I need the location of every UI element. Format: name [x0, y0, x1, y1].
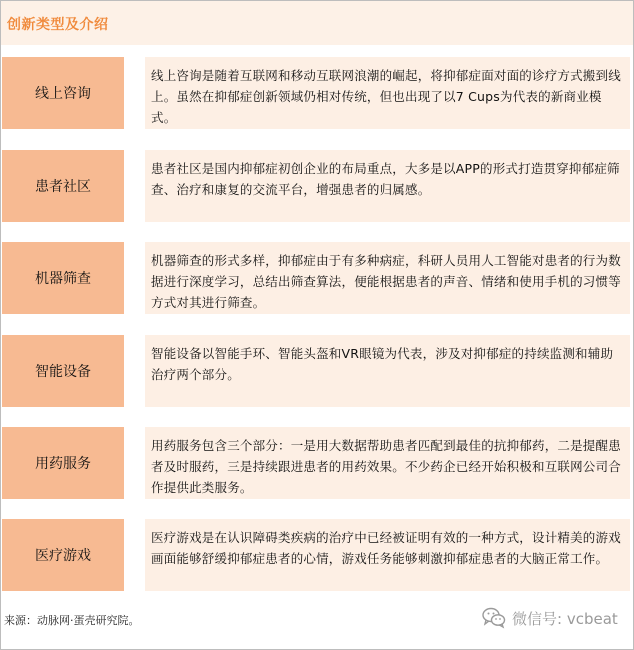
- table-row: [0, 335, 634, 407]
- category-description: 智能设备以智能手环、智能头盔和VR眼镜为代表，涉及对抑郁症的持续监测和辅助治疗两个部分。: [145, 335, 630, 407]
- wechat-id: 微信号: vcbeat: [512, 609, 618, 628]
- category-description: 用药服务包含三个部分：一是用大数据帮助患者匹配到最佳的抗抑郁药，二是提醒患者及时服药，三是持续跟进患者的用药效果。不少药企已经开始积极和互联网公司合作提供此类服务。: [145, 427, 630, 499]
- category-description: 线上咨询是随着互联网和移动互联网浪潮的崛起，将抑郁症面对面的诊疗方式搬到线上。虽然在抑郁症创新领域仍相对传统，但也出现了以7 Cups为代表的新商业模式。: [145, 57, 630, 129]
- table-row: [0, 150, 634, 222]
- category-description: 患者社区是国内抑郁症初创企业的布局重点，大多是以APP的形式打造贯穿抑郁症筛查、治疗和康复的交流平台，增强患者的归属感。: [145, 150, 630, 222]
- category-label: 机器筛查: [2, 242, 124, 314]
- category-label: 线上咨询: [2, 57, 124, 129]
- table-row: [0, 519, 634, 591]
- wechat-icon: [482, 607, 506, 629]
- wechat-watermark: [482, 607, 618, 629]
- table-row: [0, 427, 634, 499]
- table-row: [0, 242, 634, 314]
- title-bar: [1, 1, 633, 45]
- table-row: [0, 57, 634, 129]
- category-label: 智能设备: [2, 335, 124, 407]
- category-label: 医疗游戏: [2, 519, 124, 591]
- category-description: 机器筛查的形式多样，抑郁症由于有多种病症，科研人员用人工智能对患者的行为数据进行深度学习，总结出筛查算法，便能根据患者的声音、情绪和使用手机的习惯等方式对其进行筛查。: [145, 242, 630, 314]
- category-label: 患者社区: [2, 150, 124, 222]
- page-title: 创新类型及介绍: [7, 17, 109, 33]
- source-note: 来源：动脉网·蛋壳研究院。: [4, 614, 140, 627]
- category-label: 用药服务: [2, 427, 124, 499]
- category-description: 医疗游戏是在认识障碍类疾病的治疗中已经被证明有效的一种方式，设计精美的游戏画面能够舒缓抑郁症患者的心情，游戏任务能够刺激抑郁症患者的大脑正常工作。: [145, 519, 630, 591]
